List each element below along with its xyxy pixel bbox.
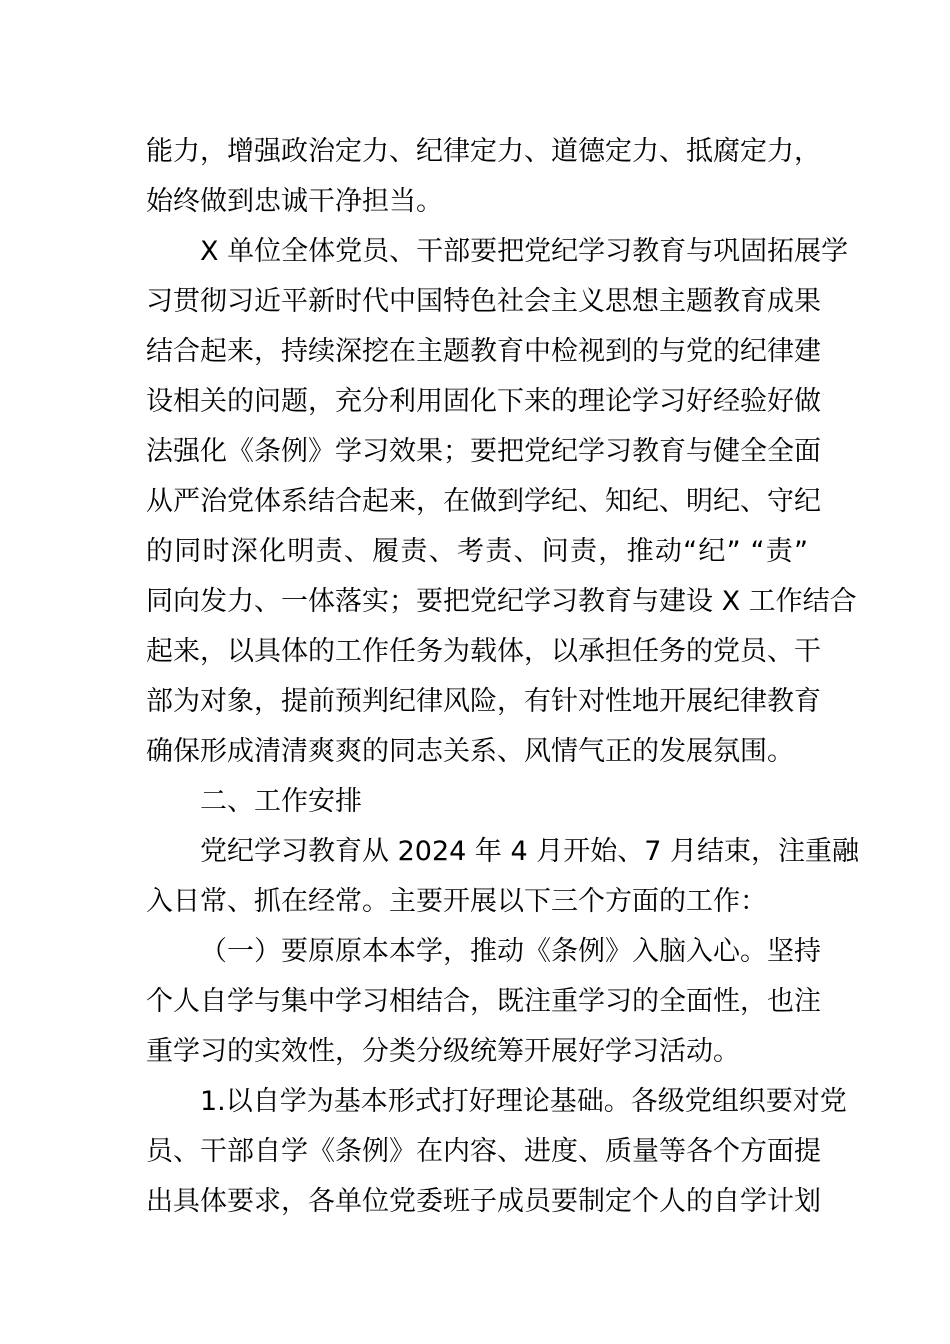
subsection-heading-line: （一）要原原本本学，推动《条例》入脑入心。坚持 bbox=[200, 936, 821, 967]
text-line: 重学习的实效性，分类分级统筹开展好学习活动。 bbox=[146, 1036, 740, 1067]
text-line: 始终做到忠诚干净担当。 bbox=[146, 186, 443, 217]
text-line: 确保形成清清爽爽的同志关系、风情气正的发展氛围。 bbox=[146, 736, 794, 767]
text-line: 设相关的问题，充分利用固化下来的理论学习好经验好做 bbox=[146, 386, 821, 417]
text-line: 入日常、抓在经常。主要开展以下三个方面的工作： bbox=[146, 886, 767, 917]
text-line: 起来，以具体的工作任务为载体，以承担任务的党员、干 bbox=[146, 636, 821, 667]
text-line: 法强化《条例》学习效果；要把党纪学习教育与健全全面 bbox=[146, 436, 821, 467]
text-line: 能力，增强政治定力、纪律定力、道德定力、抵腐定力， bbox=[146, 136, 821, 167]
text-line: 个人自学与集中学习相结合，既注重学习的全面性，也注 bbox=[146, 986, 821, 1017]
numbered-item-line: 1.以自学为基本形式打好理论基础。各级党组织要对党 bbox=[200, 1086, 847, 1117]
text-line: 从严治党体系结合起来，在做到学纪、知纪、明纪、守纪 bbox=[146, 486, 821, 517]
text-line: 部为对象，提前预判纪律风险，有针对性地开展纪律教育 bbox=[146, 686, 821, 717]
document-body bbox=[146, 127, 859, 1227]
section-heading: 二、工作安排 bbox=[200, 786, 362, 817]
paragraph-start-line: 党纪学习教育从 2024 年 4 月开始、7 月结束，注重融 bbox=[200, 836, 859, 867]
paragraph-start-line: X 单位全体党员、干部要把党纪学习教育与巩固拓展学 bbox=[200, 236, 849, 267]
text-line: 结合起来，持续深挖在主题教育中检视到的与党的纪律建 bbox=[146, 336, 821, 367]
text-line: 习贯彻习近平新时代中国特色社会主义思想主题教育成果 bbox=[146, 286, 821, 317]
text-line: 同向发力、一体落实；要把党纪学习教育与建设 X 工作结合 bbox=[146, 586, 857, 617]
text-line: 员、干部自学《条例》在内容、进度、质量等各个方面提 bbox=[146, 1136, 821, 1167]
text-line: 出具体要求，各单位党委班子成员要制定个人的自学计划 bbox=[146, 1186, 821, 1217]
text-line: 的同时深化明责、履责、考责、问责，推动“纪” “责” bbox=[146, 536, 808, 567]
